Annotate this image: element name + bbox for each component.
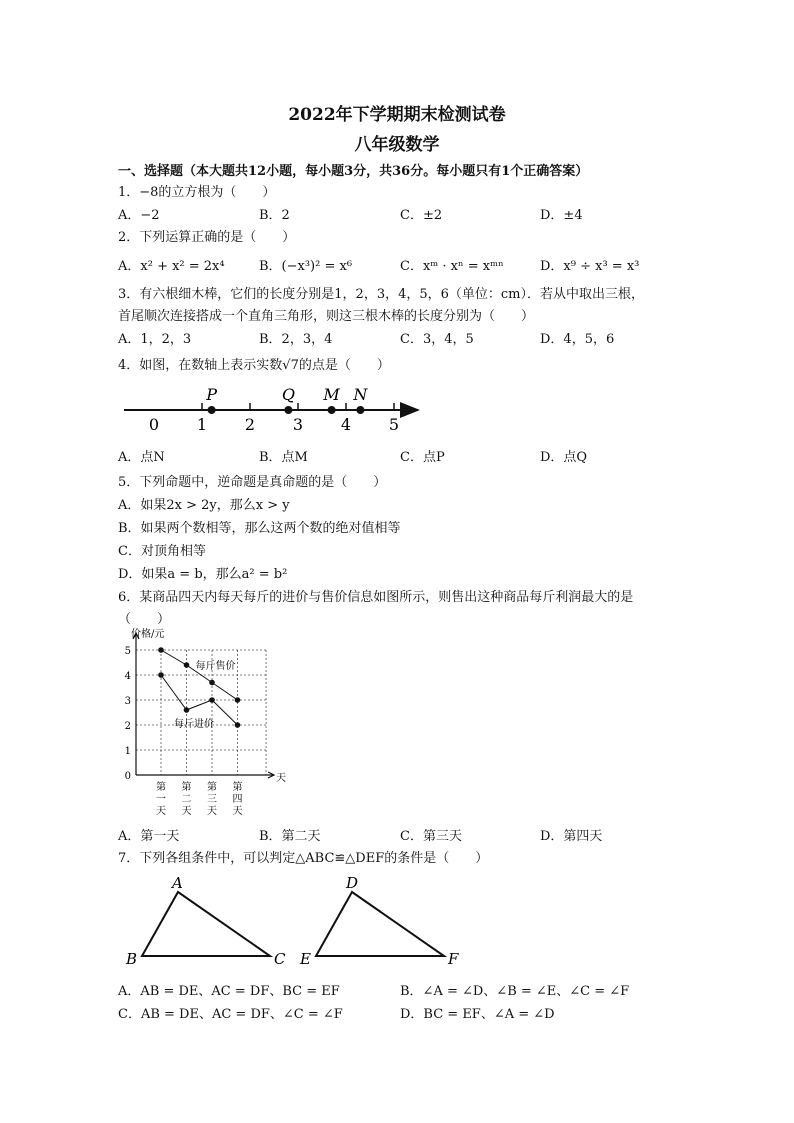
number-line-point-m (328, 406, 336, 414)
chart-series-label-sell: 每斤售价 (195, 661, 236, 672)
q2-option-a: A．x² + x² = 2x⁴ (118, 259, 225, 274)
chart-category-label: 天 (232, 806, 243, 817)
page-title: 2022年下学期期末检测试卷 (288, 105, 506, 125)
chart-data-point (184, 662, 190, 668)
chart-y-tick-label: 4 (124, 671, 131, 682)
q4-stem-pre: 4．如图，在数轴上表示实数 (118, 358, 283, 373)
vertex-label-d: D (346, 874, 359, 892)
chart-data-point (158, 647, 164, 653)
q7-option-b: B．∠A = ∠D、∠B = ∠E、∠C = ∠F (400, 984, 630, 999)
q6-stem-line1: 6．某商品四天内每天每斤的进价与售价信息如图所示，则售出这种商品每斤利润最大的是 (118, 590, 634, 605)
chart-category-label: 第 (232, 782, 243, 793)
q7-option-d: D．BC = EF、∠A = ∠D (400, 1007, 555, 1022)
q1-option-b: B．2 (259, 208, 290, 223)
q4-stem (118, 354, 390, 373)
vertex-label-c: C (274, 950, 286, 968)
q5-option-b: B．如果两个数相等，那么这两个数的绝对值相等 (118, 521, 401, 536)
q3-option-a: A．1，2，3 (118, 332, 192, 347)
q4-stem-root: √7 (282, 358, 299, 373)
chart-series-label-buy: 每斤进价 (174, 719, 214, 730)
q3-option-b: B．2，3，4 (259, 332, 333, 347)
vertex-label-a: A (172, 874, 183, 892)
chart-data-point (184, 707, 190, 713)
q6-option-c: C．第三天 (400, 829, 462, 844)
chart-x-axis-label: 天 (276, 773, 287, 784)
number-line-point-q (284, 406, 292, 414)
number-line-tick-label: 5 (388, 415, 400, 434)
chart-y-axis-label: 价格/元 (131, 629, 165, 640)
chart-data-point (209, 680, 215, 686)
q4-option-a: A．点N (118, 450, 165, 465)
vertex-label-e: E (300, 950, 311, 968)
q3-stem-line1: 3．有六根细木棒，它们的长度分别是1，2，3，4，5，6（单位：cm）．若从中取出三根， (118, 287, 645, 302)
q1-option-c: C．±2 (400, 208, 443, 223)
page-subtitle: 八年级数学 (354, 135, 440, 155)
section-title: 一、选择题（本大题共12小题，每小题3分，共36分。每小题只有1个正确答案） (118, 164, 589, 179)
vertex-label-f: F (448, 950, 459, 968)
q6-stem-line2: （ ） (118, 612, 171, 627)
q4-option-c: C．点P (400, 450, 445, 465)
number-line-point-label: P (206, 385, 217, 404)
q5-stem: 5．下列命题中，逆命题是真命题的是（ ） (118, 475, 387, 490)
q6-option-a: A．第一天 (118, 829, 180, 844)
chart-y-tick-label: 2 (124, 721, 131, 732)
q5-option-c: C．对顶角相等 (118, 544, 206, 559)
price-chart (118, 628, 287, 818)
vertex-label-b: B (126, 950, 138, 968)
number-line-point-label: M (323, 385, 340, 404)
chart-y-tick-label: 3 (124, 696, 131, 707)
chart-y-tick-label: 1 (124, 746, 131, 757)
triangle-abc (142, 892, 270, 956)
q6-option-b: B．第二天 (259, 829, 321, 844)
q5-option-d: D．如果a = b，那么a² = b² (118, 567, 288, 582)
number-line-tick-label: 1 (196, 415, 208, 434)
q7-option-c: C．AB = DE、AC = DF、∠C = ∠F (118, 1007, 343, 1022)
chart-category-label: 第 (207, 782, 217, 793)
chart-category-label: 天 (181, 806, 192, 817)
q2-option-b: B．(−x³)² = x⁶ (259, 259, 353, 274)
q6-option-d: D．第四天 (540, 829, 603, 844)
chart-category-label: 天 (156, 806, 166, 817)
q3-option-c: C．3，4，5 (400, 332, 474, 347)
number-line-point-label: Q (281, 385, 295, 404)
number-line-point-label: N (353, 385, 368, 404)
chart-category-label: 二 (181, 794, 192, 805)
chart-data-point (235, 722, 241, 728)
chart-y-tick-label: 0 (124, 771, 131, 782)
q3-stem-line2: 首尾顺次连接搭成一个直角三角形，则这三根木棒的长度分别为（ ） (118, 309, 535, 324)
q4-option-b: B．点M (259, 450, 308, 465)
q2-option-c: C．xᵐ · xⁿ = xᵐⁿ (400, 259, 504, 274)
chart-category-label: 四 (232, 794, 243, 805)
q4-option-d: D．点Q (540, 450, 588, 465)
q2-stem: 2．下列运算正确的是（ ） (118, 230, 296, 245)
number-line-tick-label: 0 (148, 415, 160, 434)
q1-option-d: D．±4 (540, 208, 583, 223)
q7-option-a: A．AB = DE、AC = DF、BC = EF (118, 984, 340, 999)
chart-category-label: 第 (156, 782, 166, 793)
number-line-tick-label: 3 (292, 415, 304, 434)
number-line-figure (118, 376, 428, 434)
q2-option-d: D．x⁹ ÷ x³ = x³ (540, 259, 640, 274)
number-line-tick-label: 2 (244, 415, 256, 434)
chart-category-label: 天 (207, 806, 217, 817)
number-line-tick-label: 4 (340, 415, 352, 434)
chart-data-point (235, 697, 241, 703)
q5-option-a: A．如果2x > 2y，那么x > y (118, 498, 290, 513)
chart-category-label: 三 (207, 794, 217, 805)
q4-stem-post: 的点是（ ） (298, 358, 390, 373)
chart-category-label: 一 (156, 794, 166, 805)
chart-data-point (158, 672, 164, 678)
number-line-point-p (208, 406, 216, 414)
triangle-def (316, 892, 444, 956)
chart-category-label: 第 (181, 782, 192, 793)
q3-option-d: D．4，5，6 (540, 332, 615, 347)
q7-stem: 7．下列各组条件中，可以判定△ABC≌△DEF的条件是（ ） (118, 851, 489, 866)
q1-option-a: A．−2 (118, 208, 160, 223)
triangles-figure (118, 872, 468, 972)
q1-stem: 1．−8的立方根为（ ） (118, 185, 276, 200)
chart-data-point (209, 697, 215, 703)
number-line-point-n (356, 406, 364, 414)
chart-y-tick-label: 5 (124, 646, 131, 657)
